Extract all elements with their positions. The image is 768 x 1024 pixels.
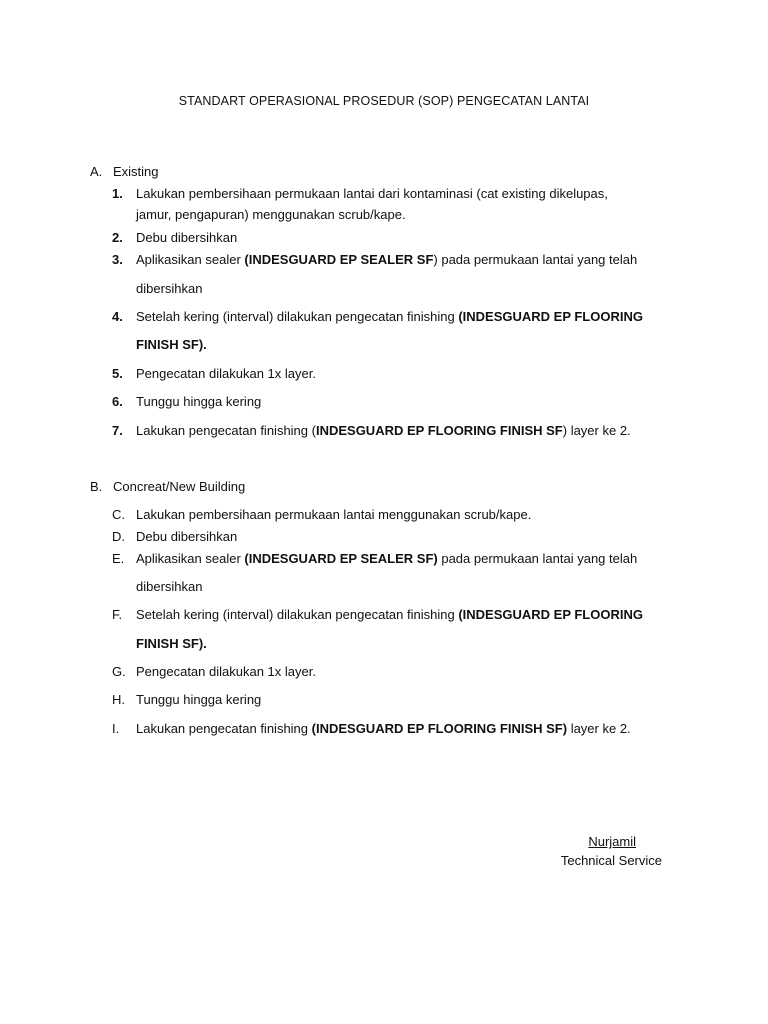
list-item-a4 (112, 306, 672, 327)
item-marker: 1. (112, 186, 123, 201)
list-item-h (112, 689, 672, 710)
section-a-title: Existing (113, 164, 159, 179)
item-text: Debu dibersihkan (136, 529, 238, 544)
item-text: Lakukan pengecatan finishing (INDESGUARD EP FLOORING FINISH SF) layer ke 2. (136, 721, 631, 736)
item-marker: 3. (112, 252, 123, 267)
item-text: Aplikasikan sealer (INDESGUARD EP SEALER SF) pada permukaan lantai yang telah (136, 551, 638, 566)
list-item-f-cont: FINISH SF). (136, 636, 207, 651)
item-text: Lakukan pembersihaan permukaan lantai menggunakan scrub/kape. (136, 507, 532, 522)
item-marker: H. (112, 692, 125, 707)
list-item-a2 (112, 227, 672, 248)
item-text: Tunggu hingga kering (136, 394, 262, 409)
section-b-heading (90, 479, 245, 494)
list-item-a1 (112, 183, 672, 225)
list-item-a7 (112, 420, 672, 441)
item-marker: 7. (112, 423, 123, 438)
document-title: STANDART OPERASIONAL PROSEDUR (SOP) PENGECATAN LANTAI (178, 94, 590, 108)
section-a-marker: A. (90, 164, 103, 179)
list-item-a3-cont: dibersihkan (136, 281, 203, 296)
list-item-i (112, 718, 672, 739)
list-item-c (112, 504, 672, 525)
item-text: Pengecatan dilakukan 1x layer. (136, 366, 316, 381)
signature-role: Technical Service (560, 853, 662, 868)
section-b-title: Concreat/New Building (113, 479, 246, 494)
list-item-a5 (112, 363, 672, 384)
item-marker: D. (112, 529, 125, 544)
item-text: Debu dibersihkan (136, 230, 238, 245)
item-text: Lakukan pengecatan finishing (INDESGUARD EP FLOORING FINISH SF) layer ke 2. (136, 423, 631, 438)
item-marker: C. (112, 507, 125, 522)
list-item-e-cont: dibersihkan (136, 579, 203, 594)
list-item-d (112, 526, 672, 547)
item-marker: F. (112, 607, 123, 622)
item-marker: E. (112, 551, 125, 566)
item-marker: 4. (112, 309, 123, 324)
list-item-a3 (112, 249, 672, 270)
item-marker: I. (112, 721, 120, 736)
list-item-f (112, 604, 672, 625)
signature-name: Nurjamil (588, 834, 636, 849)
list-item-g (112, 661, 672, 682)
item-text: Lakukan pembersihaan permukaan lantai dari kontaminasi (cat existing dikelupas, jamur, pengapuran) menggunakan scrub/kape. (136, 186, 608, 222)
section-a-heading (90, 164, 159, 179)
item-marker: 5. (112, 366, 123, 381)
item-marker: 2. (112, 230, 123, 245)
item-text: Pengecatan dilakukan 1x layer. (136, 664, 316, 679)
list-item-a4-cont: FINISH SF). (136, 337, 207, 352)
item-text: Aplikasikan sealer (INDESGUARD EP SEALER SF) pada permukaan lantai yang telah (136, 252, 638, 267)
item-text: Tunggu hingga kering (136, 692, 262, 707)
list-item-a6 (112, 391, 672, 412)
item-marker: G. (112, 664, 126, 679)
list-item-e (112, 548, 672, 569)
item-marker: 6. (112, 394, 123, 409)
item-text: Setelah kering (interval) dilakukan pengecatan finishing (INDESGUARD EP FLOORING (136, 607, 643, 622)
item-text: Setelah kering (interval) dilakukan pengecatan finishing (INDESGUARD EP FLOORING (136, 309, 643, 324)
section-b-marker: B. (90, 479, 103, 494)
